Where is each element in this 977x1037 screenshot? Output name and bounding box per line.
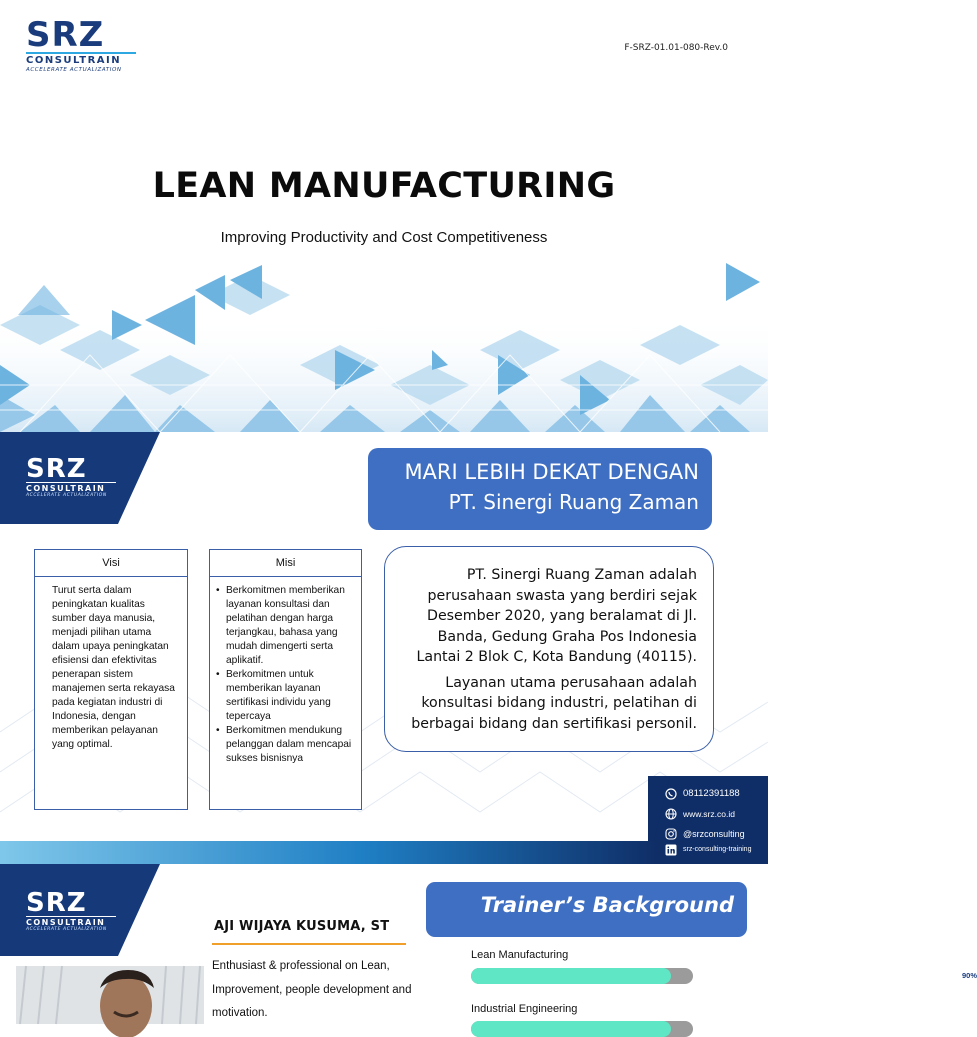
- cover-slide: [0, 0, 768, 432]
- visi-heading: Visi: [35, 550, 187, 577]
- skill-bar-fill: [471, 968, 671, 984]
- logo-tagline: ACCELERATE ACTUALIZATION: [26, 493, 107, 498]
- triangle-pattern-decoration: [0, 255, 768, 432]
- trainer-name: AJI WIJAYA KUSUMA, ST: [214, 919, 390, 934]
- page-subtitle: Improving Productivity and Cost Competitiveness: [220, 229, 548, 246]
- logo-mark: SRZ: [26, 15, 105, 55]
- misi-heading: Misi: [210, 550, 361, 577]
- company-profile-slide: [0, 432, 768, 864]
- logo-wordmark: CONSULTRAIN: [26, 52, 136, 66]
- contact-linkedin-text: srz-consulting-training: [683, 846, 752, 853]
- visi-text: Turut serta dalam peningkatan kualitas sumber daya manusia, menjadi pilihan utama dalam upaya peningkatan efisiensi dan efektivitas penerapan sistem manajemen serta rekayasa pada kegiatan industri di Indonesia, dengan memberikan pelayanan yang optimal.: [52, 585, 175, 750]
- trainer-description: Enthusiast & professional on Lean, Improvement, people development and motivation.: [212, 960, 412, 1019]
- logo-wordmark: CONSULTRAIN: [26, 916, 116, 927]
- intro-heading-box: [368, 448, 712, 530]
- globe-icon: [665, 808, 677, 820]
- srz-consultrain-logo: [26, 15, 136, 73]
- skill-percent-label: 90%: [962, 971, 977, 980]
- misi-list: [210, 577, 361, 766]
- misi-item: • Berkomitmen memberikan layanan konsultasi dan pelatihan dengan harga terjangkau, bahasa yang mudah dimengerti serta aplikatif.: [214, 584, 355, 668]
- document-reference: F-SRZ-01.01-080-Rev.0: [624, 43, 728, 53]
- contact-instagram-text: @srzconsulting: [683, 828, 745, 839]
- misi-card: [209, 549, 362, 810]
- whatsapp-icon: [665, 788, 677, 800]
- about-paragraph: PT. Sinergi Ruang Zaman adalah perusahaan swasta yang berdiri sejak Desember 2020, yang beralamat di Jl. Banda, Gedung Graha Pos Indonesia Lantai 2 Blok C, Kota Bandung (40115).: [416, 567, 697, 665]
- logo-tagline: ACCELERATE ACTUALIZATION: [26, 927, 107, 932]
- skill-bar-lean-manufacturing: [471, 968, 977, 984]
- contact-website-text: www.srz.co.id: [683, 808, 735, 819]
- skill-bar-industrial-engineering: [471, 1021, 693, 1037]
- intro-heading-line2: PT. Sinergi Ruang Zaman: [448, 490, 699, 514]
- bottom-accent-stripe: [0, 837, 768, 864]
- logo-wordmark: CONSULTRAIN: [26, 482, 116, 493]
- srz-consultrain-logo: [26, 888, 116, 932]
- page-title: LEAN MANUFACTURING: [152, 166, 616, 206]
- trainer-slide: [0, 864, 977, 1024]
- skill-label: Industrial Engineering: [471, 1003, 578, 1015]
- about-paragraph: Layanan utama perusahaan adalah konsultasi bidang industri, pelatihan di berbagai bidang dan sertifikasi personil.: [411, 674, 697, 732]
- trainer-photo: [16, 966, 204, 1024]
- misi-item: • Berkomitmen untuk memberikan layanan sertifikasi individu yang tepercaya: [214, 668, 355, 724]
- trainer-name-underline: [212, 943, 406, 945]
- srz-consultrain-logo: [26, 454, 116, 498]
- logo-tagline: ACCELERATE ACTUALIZATION: [26, 67, 122, 73]
- contact-phone[interactable]: [665, 786, 740, 801]
- intro-heading-line1: MARI LEBIH DEKAT DENGAN: [404, 460, 699, 484]
- skill-label: Lean Manufacturing: [471, 949, 569, 961]
- misi-item: • Berkomitmen mendukung pelanggan dalam mencapai sukses bisnisnya: [214, 724, 355, 766]
- logo-mark: SRZ: [26, 454, 87, 484]
- trainer-background-heading: Trainer’s Background: [426, 882, 747, 937]
- visi-card: [34, 549, 188, 810]
- contact-phone-text: 08112391188: [683, 788, 740, 799]
- logo-mark: SRZ: [26, 888, 87, 918]
- skill-bar-fill: [471, 1021, 671, 1037]
- company-about-box: [384, 546, 714, 752]
- contact-website[interactable]: [665, 806, 735, 821]
